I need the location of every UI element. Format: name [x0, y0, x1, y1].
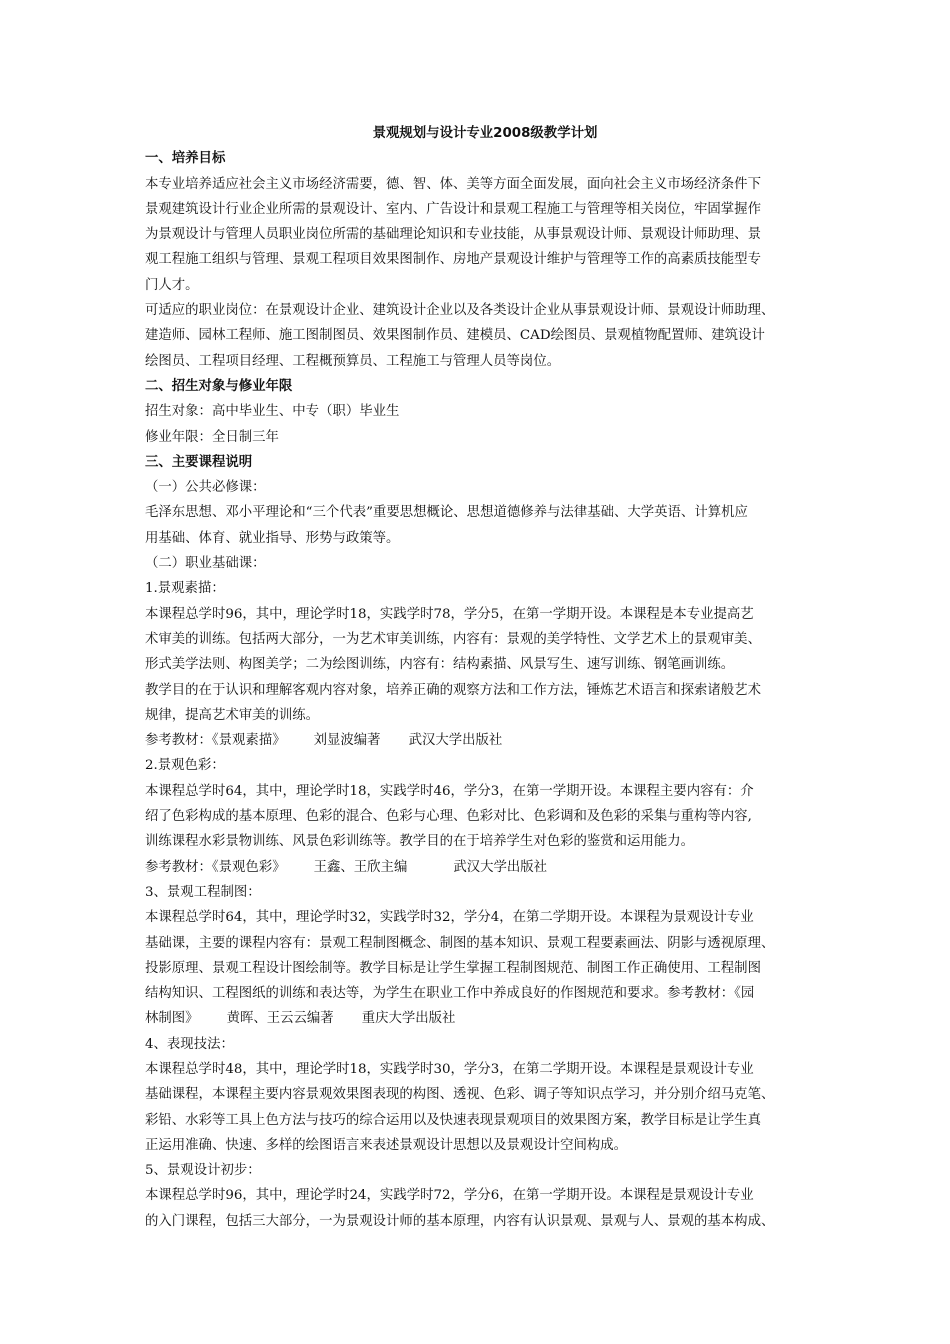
paragraph-line: 术审美的训练。包括两大部分，一为艺术审美训练，内容有：景观的美学特性、文学艺术上的景观审美、	[145, 631, 761, 647]
paragraph-line: 本课程总学时96，其中，理论学时24，实践学时72，学分6，在第一学期开设。本课程是景观设计专业	[145, 1188, 754, 1204]
paragraph-line: 本课程总学时48，其中，理论学时18，实践学时30，学分3，在第二学期开设。本课程是景观设计专业	[145, 1061, 754, 1077]
section-heading-goals: 一、培养目标	[145, 151, 226, 167]
paragraph-line: 结构知识、工程图纸的训练和表达等，为学生在职业工作中养成良好的作图规范和要求。参考教材：《园	[145, 986, 755, 1002]
paragraph-line: 训练课程水彩景物训练、风景色彩训练等。教学目的在于培养学生对色彩的鉴赏和运用能力。	[145, 834, 695, 850]
paragraph-line: 门人才。	[145, 277, 199, 293]
paragraph-line: 可适应的职业岗位：在景观设计企业、建筑设计企业以及各类设计企业从事景观设计师、景观设计师助理、	[145, 303, 775, 319]
reference-author: 黄晖、王云云编著	[226, 1011, 334, 1027]
course-title: 5、景观设计初步：	[145, 1163, 261, 1179]
paragraph-line: 用基础、体育、就业指导、形势与政策等。	[145, 530, 400, 546]
reference-line	[145, 1006, 825, 1031]
section-heading-enrollment: 二、招生对象与修业年限	[145, 378, 293, 394]
reference-line	[145, 728, 825, 753]
paragraph-line: 绘图员、工程项目经理、工程概预算员、工程施工与管理人员等岗位。	[145, 353, 561, 369]
paragraph-line: 建造师、园林工程师、施工图制图员、效果图制作员、建模员、CAD绘图员、景观植物配置师、建筑设计	[145, 328, 765, 344]
reference-book: 参考教材：《景观色彩》	[145, 859, 286, 875]
reference-author: 刘显波编著	[313, 733, 381, 749]
reference-book: 参考教材：《景观素描》	[145, 733, 286, 749]
paragraph-line: 毛泽东思想、邓小平理论和“三个代表”重要思想概论、思想道德修养与法律基础、大学英语、计算机应	[145, 505, 748, 521]
paragraph-line: 本课程总学时64，其中，理论学时32，实践学时32，学分4，在第二学期开设。本课程为景观设计专业	[145, 910, 754, 926]
paragraph-line: 规律，提高艺术审美的训练。	[145, 707, 320, 723]
paragraph-line: 投影原理、景观工程设计图绘制等。教学目标是让学生掌握工程制图规范、制图工作正确使用、工程制图	[145, 960, 761, 976]
paragraph-line: 形式美学法则、构图美学；二为绘图训练，内容有：结构素描、风景写生、速写训练、钢笔画训练。	[145, 657, 735, 673]
paragraph-line: 正运用准确、快速、多样的绘图语言来表述景观设计思想以及景观设计空间构成。	[145, 1137, 628, 1153]
paragraph-line: 绍了色彩构成的基本原理、色彩的混合、色彩与心理、色彩对比、色彩调和及色彩的采集与重构等内容,	[145, 809, 752, 825]
paragraph-line: 为景观设计与管理人员职业岗位所需的基础理论知识和专业技能，从事景观设计师、景观设计师助理、景	[145, 227, 761, 243]
reference-publisher: 重庆大学出版社	[361, 1011, 456, 1027]
paragraph-line: 景观建筑设计行业企业所需的景观设计、室内、广告设计和景观工程施工与管理等相关岗位，牢固掌握作	[145, 201, 761, 217]
course-title: 3、景观工程制图：	[145, 884, 261, 900]
course-title: 1.景观素描：	[145, 581, 225, 597]
reference-line	[145, 855, 825, 880]
enrollment-target: 招生对象：高中毕业生、中专（职）毕业生	[145, 404, 400, 420]
reference-book: 林制图》	[145, 1011, 199, 1027]
reference-publisher: 武汉大学出版社	[453, 859, 548, 875]
reference-publisher: 武汉大学出版社	[408, 733, 503, 749]
paragraph-line: 观工程施工组织与管理、景观工程项目效果图制作、房地产景观设计维护与管理等工作的高素质技能型专	[145, 252, 761, 268]
subsection-heading-public: （一）公共必修课：	[145, 480, 266, 496]
paragraph-line: 的入门课程，包括三大部分，一为景观设计师的基本原理，内容有认识景观、景观与人、景观的基本构成、	[145, 1213, 775, 1229]
page-title: 景观规划与设计专业2008级教学计划	[372, 126, 598, 141]
section-heading-courses: 三、主要课程说明	[145, 454, 253, 470]
document-body	[145, 121, 825, 1234]
paragraph-line: 教学目的在于认识和理解客观内容对象，培养正确的观察方法和工作方法，锤炼艺术语言和探索诸般艺术	[145, 682, 761, 698]
paragraph-line: 本专业培养适应社会主义市场经济需要，德、智、体、美等方面全面发展，面向社会主义市场经济条件下	[145, 176, 761, 192]
paragraph-line: 基础课，主要的课程内容有：景观工程制图概念、制图的基本知识、景观工程要素画法、阴影与透视原理、	[145, 935, 775, 951]
course-title: 4、表现技法：	[145, 1036, 234, 1052]
paragraph-line: 本课程总学时64，其中，理论学时18，实践学时46，学分3，在第一学期开设。本课程主要内容有：介	[145, 783, 754, 799]
course-title: 2.景观色彩：	[145, 758, 225, 774]
study-years: 修业年限：全日制三年	[145, 429, 279, 445]
paragraph-line: 本课程总学时96，其中，理论学时18，实践学时78，学分5，在第一学期开设。本课程是本专业提高艺	[145, 606, 754, 622]
paragraph-line: 彩铅、水彩等工具上色方法与技巧的综合运用以及快速表现景观项目的效果图方案，教学目标是让学生真	[145, 1112, 761, 1128]
paragraph-line: 基础课程，本课程主要内容景观效果图表现的构图、透视、色彩、调子等知识点学习，并分别介绍马克笔、	[145, 1087, 775, 1103]
reference-author: 王鑫、王欣主编	[313, 859, 408, 875]
subsection-heading-basic: （二）职业基础课：	[145, 556, 266, 572]
